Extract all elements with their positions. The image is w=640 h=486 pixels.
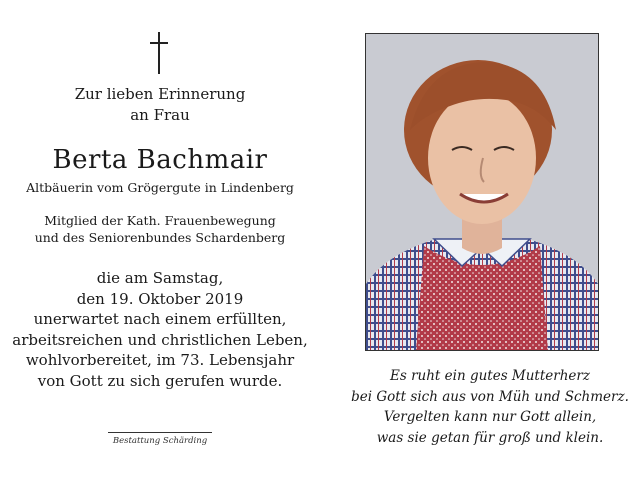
- death-line: den 19. Oktober 2019: [76, 289, 244, 308]
- intro-line: Zur lieben Erinnerung: [74, 85, 246, 103]
- death-line: unerwartet nach einem erfüllten,: [33, 310, 287, 328]
- membership-text: [0, 212, 320, 246]
- intro-text: [0, 84, 320, 126]
- portrait-illustration: [366, 34, 598, 350]
- intro-line: an Frau: [130, 106, 190, 124]
- undertaker-credit: Bestattung Schärding: [112, 436, 208, 446]
- cross-icon: [150, 32, 168, 74]
- death-line: von Gott zu sich gerufen wurde.: [37, 371, 283, 390]
- death-line: wohlvorbereitet, im 73. Lebensjahr: [25, 351, 295, 369]
- deceased-name: Berta Bachmair: [52, 145, 268, 175]
- verse-line: Vergelten kann nur Gott allein,: [383, 409, 597, 425]
- verse-line: was sie getan für groß und klein.: [376, 429, 604, 446]
- deceased-subtitle: Altbäuerin vom Grögergute in Lindenberg: [26, 180, 294, 195]
- membership-line: Mitglied der Kath. Frauenbewegung: [44, 213, 276, 228]
- portrait-photo: [365, 33, 599, 351]
- death-line: die am Samstag,: [96, 269, 224, 287]
- death-notice: [0, 268, 320, 391]
- verse-line: Es ruht ein gutes Mutterherz: [390, 368, 590, 384]
- membership-line: und des Seniorenbundes Schardenberg: [34, 230, 286, 245]
- death-line: arbeitsreichen und christlichen Leben,: [12, 330, 308, 349]
- verse-line: bei Gott sich aus von Müh und Schmerz.: [351, 388, 629, 405]
- divider: [108, 432, 212, 433]
- memorial-verse: [350, 366, 630, 448]
